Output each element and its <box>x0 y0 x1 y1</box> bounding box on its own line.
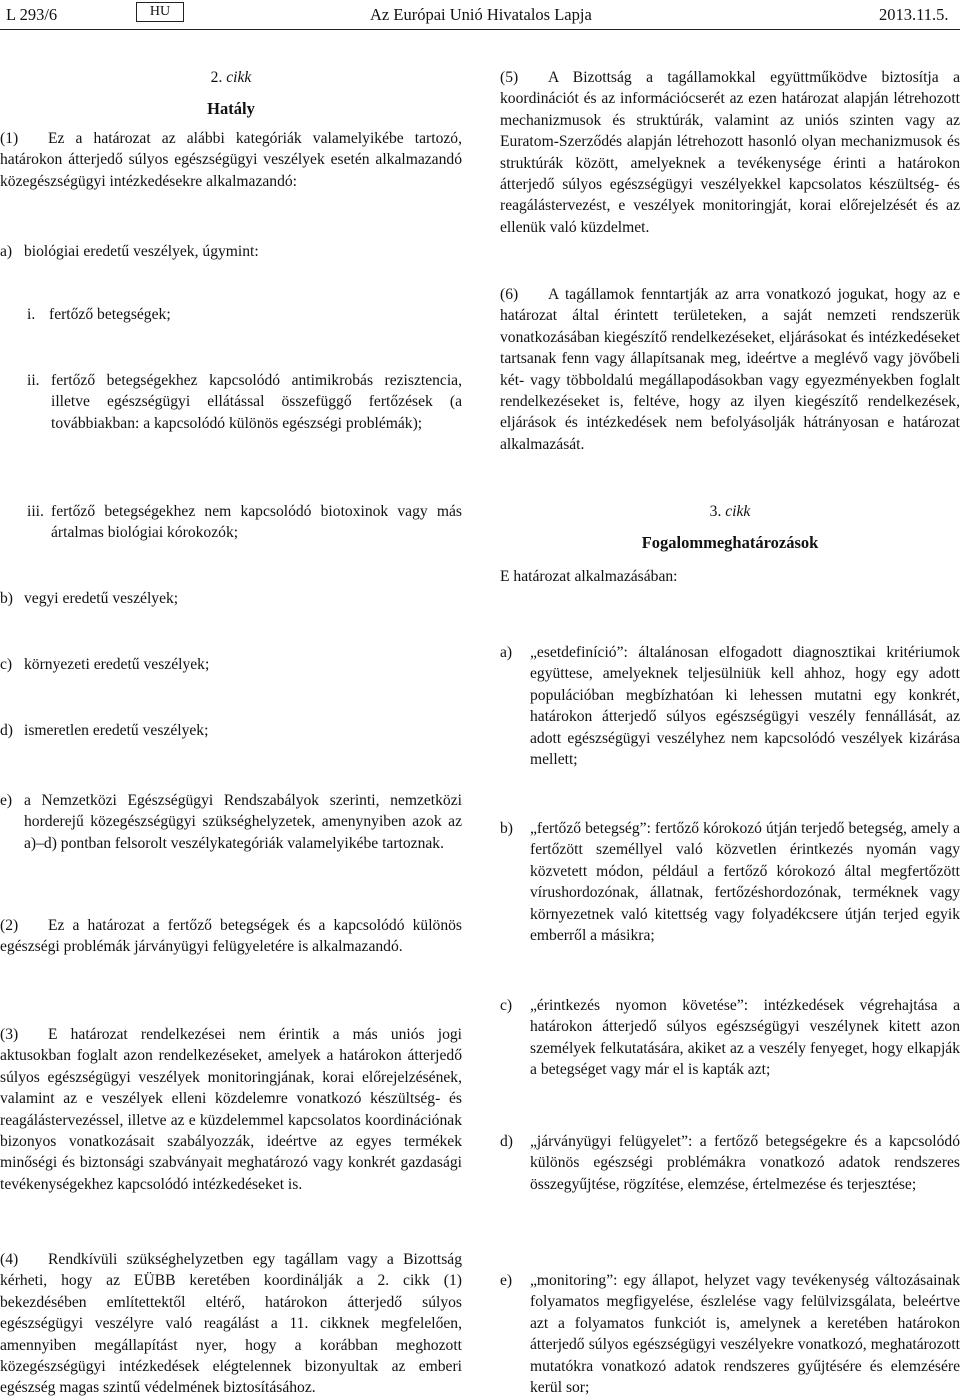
journal-title: Az Európai Unió Hivatalos Lapja <box>370 5 592 24</box>
article-title: Hatály <box>207 99 255 119</box>
list-marker: b) <box>0 590 13 607</box>
list-item-c <box>0 654 462 675</box>
list-item-d <box>0 720 462 741</box>
list-text: környezeti eredetű veszélyek; <box>24 656 210 673</box>
article-title: Fogalommeghatározások <box>641 533 819 553</box>
article-number: 3. <box>709 503 722 520</box>
paragraph-text: Ez a határozat az alábbi kategóriák valamelyikébe tartozó, határokon átterjedő súlyos egészségügyi veszélyek esetén alkalmazandó közegészségügyi intézkedésekre alkalmazandó: <box>0 130 462 190</box>
paragraph-text: E határozat rendelkezései nem érintik a más uniós jogi aktusokban foglalt azon rendelkezéseket, amelyek a határokon átterjedő súlyos egészségügyi veszélyek monitoringjának, korai előrejelzésének, valamint az e veszélyek elleni közdelemre vonatkozó készültség- és reagálástervezéssel, illetve az e küzdelemmel kapcsolatos koordinációnak bizonyos vonatkozásait szabályozzák, ideértve az egyes termékek minőségi és biztonsági szabványait meghatározó vagy konkrét gazdasági tevékenységekhez kapcsolódó intézkedéseket is. <box>0 1026 462 1193</box>
list-text: „fertőző betegség”: fertőző kórokozó útján terjedő betegség, amely a fertőzött személlyel való közvetlen érintkezés nyomán vagy közvetett módon, például a fertőző kórokozó által megfertőzött vírushordozónak, állatnak, fertőzéshordozónak, terméknek vagy környezetnek való kitettség vagy folyadékcsere útján terjed egyik emberről a másikra; <box>530 820 960 945</box>
definitions-intro: E határozat alkalmazásában: <box>500 568 678 585</box>
paragraph-5 <box>500 67 960 238</box>
paragraph-number: (3) <box>0 1026 19 1043</box>
definition-e <box>500 1270 960 1398</box>
list-text: vegyi eredetű veszélyek; <box>24 590 179 607</box>
paragraph-number: (5) <box>500 69 519 86</box>
page-header <box>0 0 960 30</box>
list-marker: e) <box>0 792 13 809</box>
definition-b <box>500 818 960 946</box>
list-text: „érintkezés nyomon követése”: intézkedések végrehajtása a határokon átterjedő súlyos egészségügyi veszélynek kitett azon személyek felkutatására, akiket az a veszély fenyeget, hogy elkapják a betegséget vagy már el is kapták azt; <box>530 997 960 1079</box>
list-text: a Nemzetközi Egészségügyi Rendszabályok szerinti, nemzetközi horderejű közegészségügyi szükséghelyzetek, amenynyiben azok az a)–d) pontban felsorolt veszélykategóriák valamelyikébe tartoznak. <box>24 792 462 852</box>
paragraph-number: (6) <box>500 286 519 303</box>
list-marker: c) <box>0 656 13 673</box>
list-marker: ii. <box>27 372 40 389</box>
header-rule <box>0 29 960 30</box>
definition-d <box>500 1131 960 1195</box>
list-marker: iii. <box>27 503 44 520</box>
page-reference: L 293/6 <box>6 5 58 24</box>
definition-c <box>500 995 960 1081</box>
paragraph-text: Ez a határozat a fertőző betegségek és a kapcsolódó különös egészségi problémák járványügyi felügyeletére is alkalmazandó. <box>0 917 462 956</box>
list-item-e <box>0 790 462 854</box>
list-marker: d) <box>0 722 13 739</box>
list-text: „monitoring”: egy állapot, helyzet vagy tevékenység változásainak folyamatos megfigyelése, észlelése vagy felülvizsgálata, beleértve azt a folyamatos funkciót is, amelynek a keretében határokon átterjedő súlyos egészségügyi veszélyekre vonatkozó, meghatározott mutatókra vonatkozó adatok rendszeres gyűjtésére és elemzésére kerül sor; <box>530 1272 960 1397</box>
language-badge: HU <box>136 2 184 22</box>
paragraph-6 <box>500 284 960 455</box>
list-marker: d) <box>500 1133 513 1150</box>
list-marker: a) <box>0 243 13 260</box>
list-item-a <box>0 241 462 262</box>
paragraph-1 <box>0 128 462 192</box>
list-text: fertőző betegségekhez nem kapcsolódó biotoxinok vagy más ártalmas biológiai kórokozók; <box>51 503 462 542</box>
publication-date: 2013.11.5. <box>879 5 949 24</box>
list-text: „esetdefiníció”: általánosan elfogadott diagnosztikai kritériumok együttese, amelyeknek teljesülniük kell ahhoz, hogy egy adott populációban megbízhatóan ki lehessen mutatni egy konkrét, határokon átterjedő súlyos egészségügyi veszély fennállását, az adott egészségügyi veszélyhez nem kapcsolódó veszélyek kizárása mellett; <box>530 644 960 769</box>
paragraph-number: (1) <box>0 130 19 147</box>
article-word: cikk <box>725 503 751 520</box>
paragraph-number: (4) <box>0 1251 19 1268</box>
paragraph-text: A tagállamok fenntartják az arra vonatkozó jogukat, hogy az e határozat által érintett területeken, a saját nemzeti rendszerük vonatkozásában kiegészítő rendelkezéseket, eljárásokat és intézkedéseket tartsanak fenn vagy állapítsanak meg, ideértve a meglévő vagy jövőbeli két- vagy többoldalú megállapodásokban vagy egyezményekben foglalt rendelkezéseket is, feltéve, hogy az ilyen kiegészítő rendelkezések, eljárások és intézkedések nem befolyásolják hátrányosan e határozat alkalmazását. <box>500 286 960 453</box>
list-item-b <box>0 588 462 609</box>
paragraph-text: A Bizottság a tagállamokkal együttműködve biztosítja a koordinációt és az információcserét az ezen határozat alapján létrehozott mechanizmusok és struktúrák, valamint az uniós szinten vagy az Euratom-Szerződés alapján létrehozott hasonló olyan mechanizmusok és struktúrák között, amelyeknek a tevékenysége érinti a határokon átterjedő súlyos egészségügyi veszélyekkel kapcsolatos készültség- és reagálástervezést, e veszélyek monitoringját, korai előrejelzését és az ellenük való küzdelmet. <box>500 69 960 236</box>
list-item-iii <box>27 501 462 544</box>
list-text: fertőző betegségekhez kapcsolódó antimikrobás rezisztencia, illetve egészségügyi ellátással összefüggő fertőzések (a továbbiakban: a kapcsolódó különös egészségi problémák); <box>51 372 462 432</box>
definition-a <box>500 642 960 770</box>
list-text: „járványügyi felügyelet”: a fertőző betegségekre és a kapcsolódó különös egészségi problémákra vonatkozó adatok rendszeres összegyűjtése, rögzítése, elemzése, értelmezése és terjesztése; <box>530 1133 960 1193</box>
list-text: ismeretlen eredetű veszélyek; <box>24 722 209 739</box>
article-number: 2. <box>210 69 223 86</box>
list-item-ii <box>27 370 462 434</box>
list-marker: e) <box>500 1272 513 1289</box>
paragraph-4 <box>0 1249 462 1399</box>
article-2-heading <box>0 67 462 120</box>
list-text: biológiai eredetű veszélyek, úgymint: <box>24 243 259 260</box>
article-word: cikk <box>226 69 252 86</box>
list-marker: a) <box>500 644 513 661</box>
article-3-heading <box>500 501 960 554</box>
list-marker: i. <box>27 306 36 323</box>
paragraph-text: Rendkívüli szükséghelyzetben egy tagállam vagy a Bizottság kérheti, hogy az EÜBB keretében koordinálják a 2. cikk (1) bekezdésében említettektől eltérő, határokon átterjedő súlyos egészségügyi veszélyre való reagálást a 11. cikknek megfelelően, amennyiben megállapítást nyer, hogy a korábban meghozott közegészségügyi intézkedések elégtelennek bizonyultak az emberi egészség magas szintű védelmének biztosításához. <box>0 1251 462 1397</box>
list-item-i <box>27 304 462 325</box>
paragraph-number: (2) <box>0 917 19 934</box>
list-text: fertőző betegségek; <box>49 306 171 323</box>
list-marker: b) <box>500 820 513 837</box>
paragraph-2 <box>0 915 462 958</box>
paragraph-3 <box>0 1024 462 1195</box>
list-marker: c) <box>500 997 513 1014</box>
